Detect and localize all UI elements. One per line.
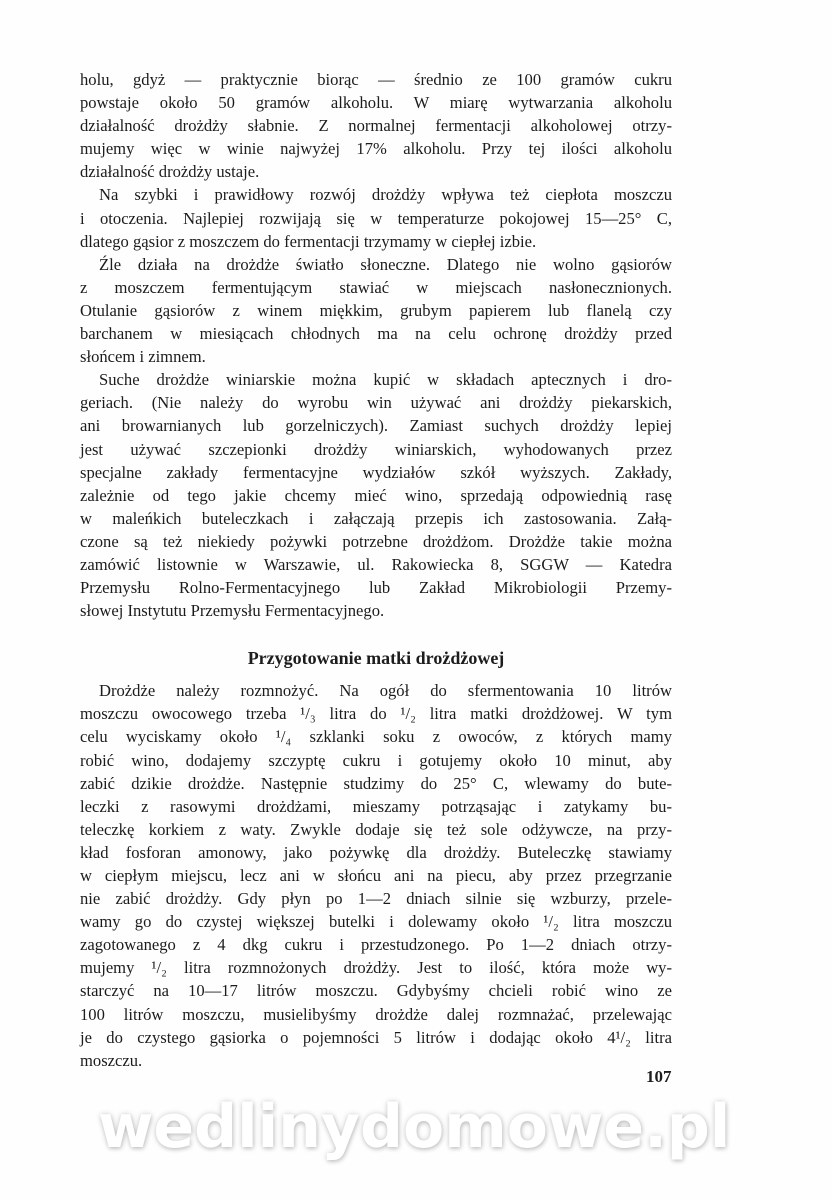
text-line: jest używać szczepionki drożdży winiarskich, wyhodowanych przez bbox=[80, 439, 672, 459]
text-line: kład fosforan amonowy, jako pożywkę dla drożdży. Buteleczkę stawiamy bbox=[80, 842, 672, 862]
text-line: Przemysłu Rolno-Fermentacyjnego lub Zakład Mikrobiologii Przemy- bbox=[80, 578, 672, 598]
text-line: powstaje około 50 gramów alkoholu. W miarę wytwarzania alkoholu bbox=[80, 93, 672, 113]
text-line: starczyć na 10—17 litrów moszczu. Gdybyśmy chcieli robić wino ze bbox=[80, 981, 672, 1001]
text-line: zabić dzikie drożdże. Następnie studzimy do 25° C, wlewamy do bute- bbox=[80, 773, 672, 793]
text-line: i otoczenia. Najlepiej rozwijają się w temperaturze pokojowej 15—25° C, bbox=[80, 208, 672, 228]
text-line: moszczu owocowego trzeba ¹/₃ litra do ¹/₂ litra matki drożdżowej. W tym bbox=[80, 704, 672, 724]
text-line: w ciepłym miejscu, lecz ani w słońcu ani na piecu, aby przez przegrzanie bbox=[80, 866, 672, 885]
text-line: słońcem i zimnem. bbox=[80, 347, 206, 367]
text-line: holu, gdyż — praktycznie biorąc — średnio ze 100 gramów cukru bbox=[80, 70, 672, 89]
text-line: mujemy ¹/₂ litra rozmnożonych drożdży. Jest to ilość, która może wy- bbox=[80, 958, 672, 978]
paragraph bbox=[80, 368, 672, 622]
text-line: teleczkę korkiem z waty. Zwykle dodaje się też sole odżywcze, na przy- bbox=[80, 819, 672, 839]
text-line: zagotowanego z 4 dkg cukru i przestudzonego. Po 1—2 dniach otrzy- bbox=[80, 935, 672, 955]
section-yeast-starter bbox=[80, 679, 672, 1072]
text-line: Otulanie gąsiorów z winem miękkim, grubym papierem lub flanelą czy bbox=[80, 300, 672, 320]
page-body bbox=[80, 68, 672, 1072]
text-line: zależnie od tego jakie chcemy mieć wino, sprzedają odpowiednią rasę bbox=[80, 485, 672, 505]
text-line: słowej Instytutu Przemysłu Fermentacyjnego. bbox=[80, 601, 385, 621]
page-number: 107 bbox=[646, 1067, 672, 1086]
text-line: Drożdże należy rozmnożyć. Na ogół do sfermentowania 10 litrów bbox=[99, 681, 672, 701]
paragraph bbox=[80, 679, 672, 1072]
text-line: wamy go do czystej większej butelki i dolewamy około ¹/₂ litra moszczu bbox=[80, 912, 672, 932]
text-line: moszczu. bbox=[80, 1050, 143, 1070]
section-yeast-conditions bbox=[80, 68, 672, 622]
text-line: je do czystego gąsiorka o pojemności 5 litrów i dodając około 4¹/₂ litra bbox=[80, 1027, 672, 1047]
text-line: robić wino, dodajemy szczyptę cukru i gotujemy około 10 minut, aby bbox=[80, 750, 672, 770]
text-line: z moszczem fermentującym stawiać w miejscach nasłonecznionych. bbox=[80, 277, 672, 297]
text-line: ani browarnianych lub gorzelniczych). Zamiast suchych drożdży lepiej bbox=[80, 416, 672, 436]
text-line: Na szybki i prawidłowy rozwój drożdży wpływa też ciepłota moszczu bbox=[99, 185, 672, 205]
text-line: barchanem w miesiącach chłodnych ma na celu ochronę drożdży przed bbox=[80, 324, 672, 344]
text-line: celu wyciskamy około ¹/₄ szklanki soku z owoców, z których mamy bbox=[80, 727, 672, 747]
paragraph bbox=[80, 183, 672, 252]
paragraph bbox=[80, 68, 672, 183]
text-line: leczki z rasowymi drożdżami, mieszamy potrząsając i zatykamy bu- bbox=[80, 796, 672, 816]
text-line: w maleńkich buteleczkach i załączają przepis ich zastosowania. Załą- bbox=[80, 508, 672, 528]
text-line: działalność drożdży ustaje. bbox=[80, 162, 260, 182]
text-line: nie zabić drożdży. Gdy płyn po 1—2 dniach silnie się wzburzy, przele- bbox=[80, 889, 672, 909]
section-heading: Przygotowanie matki drożdżowej bbox=[247, 648, 505, 669]
text-line: zamówić listownie w Warszawie, ul. Rakowiecka 8, SGGW — Katedra bbox=[80, 554, 672, 574]
text-line: czone są też niekiedy pożywki potrzebne drożdżom. Drożdże takie można bbox=[80, 531, 672, 551]
text-line: specjalne zakłady fermentacyjne wydziałów szkół wyższych. Zakłady, bbox=[80, 462, 672, 482]
text-line: działalność drożdży słabnie. Z normalnej fermentacji alkoholowej otrzy- bbox=[80, 116, 672, 136]
paragraph bbox=[80, 253, 672, 368]
text-line: 100 litrów moszczu, musielibyśmy drożdże dalej rozmnażać, przelewając bbox=[80, 1004, 672, 1024]
text-line: dlatego gąsior z moszczem do fermentacji trzymamy w ciepłej izbie. bbox=[80, 231, 537, 251]
text-line: geriach. (Nie należy do wyrobu win używać ani drożdży piekarskich, bbox=[80, 393, 672, 413]
text-line: mujemy więc w winie najwyżej 17% alkoholu. Przy tej ilości alkoholu bbox=[80, 139, 672, 159]
text-line: Suche drożdże winiarskie można kupić w składach aptecznych i dro- bbox=[99, 370, 672, 390]
watermark: wedlinydomowe.pl bbox=[98, 1092, 731, 1162]
text-line: Źle działa na drożdże światło słoneczne. Dlatego nie wolno gąsiorów bbox=[99, 254, 672, 274]
